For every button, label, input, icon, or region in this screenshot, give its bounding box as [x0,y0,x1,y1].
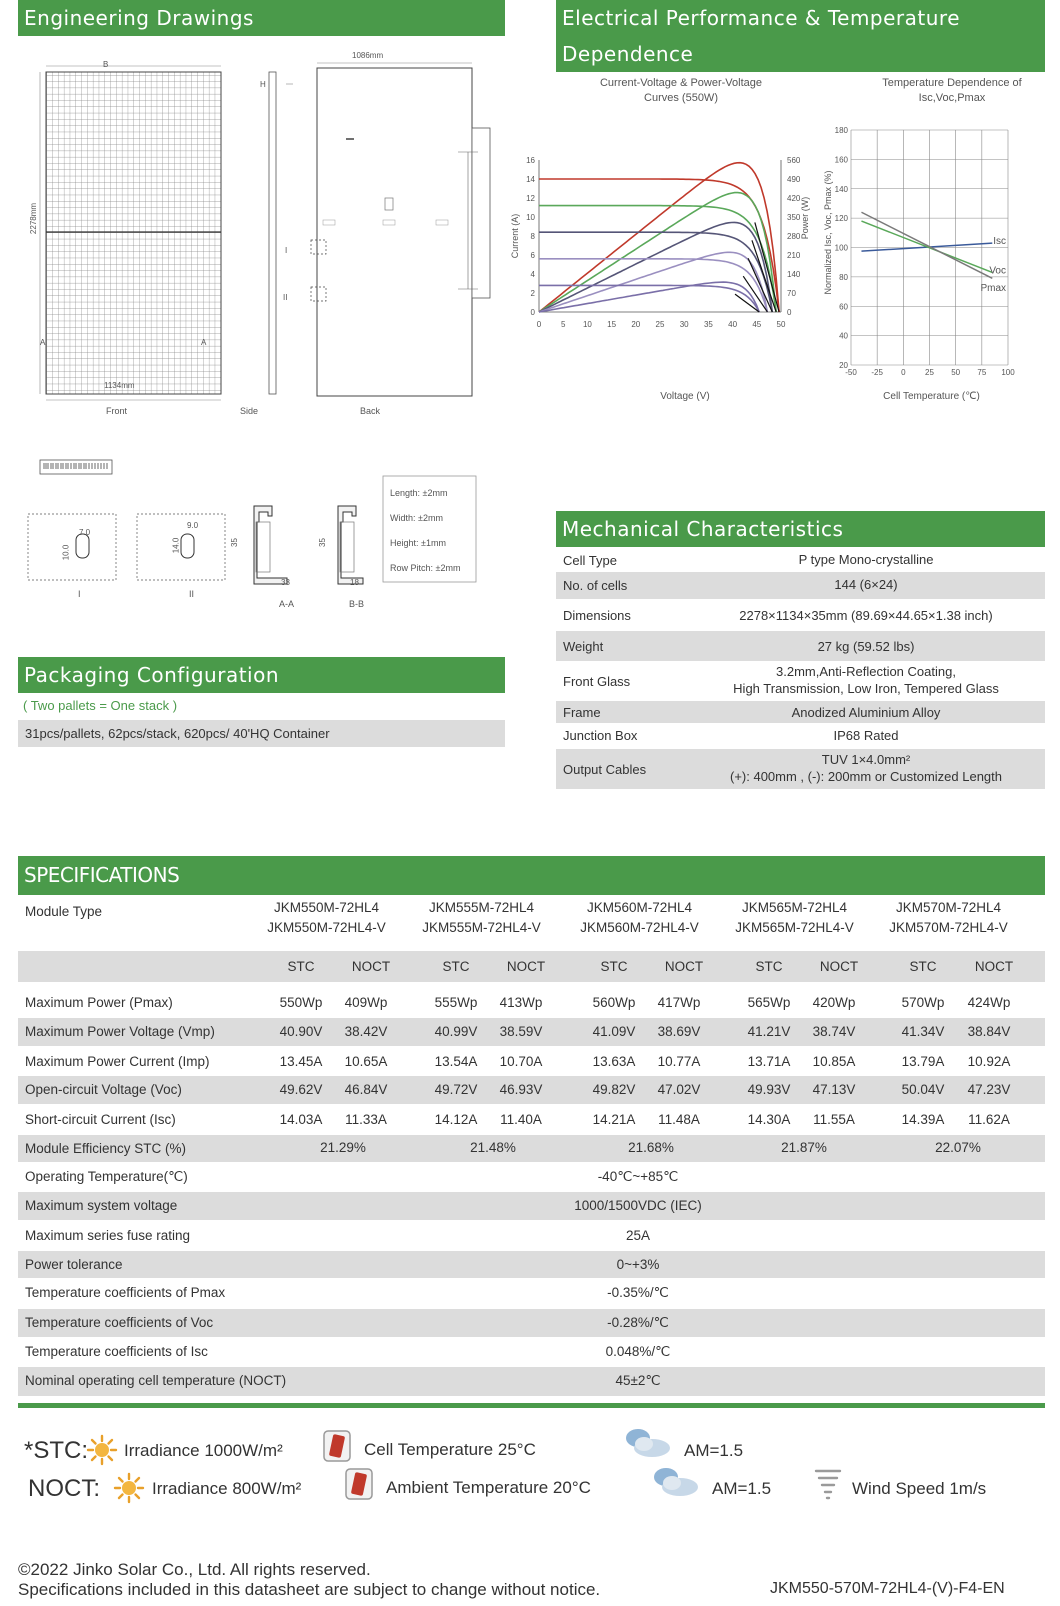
mech-row-output-cables [556,749,1045,789]
efficiency-value: 21.48% [470,1140,516,1155]
spec-value: 38.69V [657,1024,701,1039]
frame-dim-18: 18 [350,578,359,587]
front-width-dimension: 1134mm [104,381,135,390]
noct-header: NOCT [351,959,391,974]
temp-series-label: Isc [993,236,1006,248]
spec-row [18,989,1045,1017]
spec-value: 50.04V [901,1082,945,1097]
spec-row [18,1279,1045,1308]
back-i-marker: I [285,246,288,255]
mounting-hole-detail-i [28,514,116,580]
spec-value: 13.63A [592,1054,636,1069]
iv-x-label: Voltage (V) [660,391,710,402]
noct-header: NOCT [974,959,1014,974]
efficiency-label: Module Efficiency STC (%) [25,1141,187,1156]
spec-value: 41.09V [592,1024,636,1039]
noct-header: NOCT [819,959,859,974]
temp-y-tick: 20 [839,361,848,370]
temp-x-tick: -50 [845,368,857,377]
temp-x-label: Cell Temperature (℃) [883,391,980,402]
iv-y-tick: 2 [530,289,535,298]
mech-row-junction-box [556,724,1045,748]
spec-value: 49.93V [747,1082,791,1097]
spec-common-value: 0~+3% [616,1257,660,1272]
spec-value: 417Wp [657,995,701,1010]
spec-value: 420Wp [812,995,856,1010]
spec-common-value: 1000/1500VDC (IEC) [574,1198,702,1213]
efficiency-value: 22.07% [935,1140,981,1155]
mech-label: Dimensions [563,608,631,623]
spec-value: 11.48A [658,1112,700,1127]
spec-module-type-row [18,896,1045,944]
spec-row-label: Maximum Power (Pmax) [25,995,173,1010]
spec-value: 14.39A [901,1112,945,1127]
spec-common-value: -0.35%/℃ [607,1285,669,1300]
iv-x-tick: 25 [655,320,665,329]
noct-am: AM=1.5 [712,1479,772,1498]
spec-value: 38.42V [344,1024,388,1039]
tolerance-height: Height: ±1mm [390,538,446,548]
spec-value: 38.59V [499,1024,543,1039]
engineering-drawings-header: Engineering Drawings [18,0,505,36]
frame-section-bb [338,506,363,584]
spec-value: 40.90V [279,1024,323,1039]
iv-y2-tick: 560 [787,156,801,165]
hole-dim-70: 7.0 [79,528,91,537]
iv-x-tick: 35 [703,320,713,329]
side-h-marker: H [260,80,266,89]
model-name-4: JKM565M-72HL4 [741,900,848,915]
iv-x-tick: 20 [631,320,641,329]
spec-value: 424Wp [967,995,1011,1010]
iv-x-tick: 40 [728,320,738,329]
spec-efficiency-row [18,1135,1045,1162]
temp-y-label: Normalized Isc, Voc, Pmax (%) [823,170,833,295]
model-name-1: JKM550M-72HL4 [273,900,380,915]
model-name-2-v: JKM555M-72HL4-V [422,920,541,935]
iv-y-tick: 6 [530,251,535,260]
spec-value: 13.71A [747,1054,791,1069]
frame-section-aa [254,506,287,584]
front-view-drawing [40,66,221,400]
spec-row-label: Nominal operating cell temperature (NOCT) [25,1373,287,1388]
hole-dim-100: 10.0 [61,544,71,561]
frame-dim-35b: 35 [317,538,327,547]
spec-common-value: 0.048%/℃ [605,1344,671,1359]
spec-row [18,1163,1045,1191]
pv-curve [539,282,759,312]
thermometer-icon [322,1429,352,1463]
mech-row-cells [556,572,1045,599]
stc-conditions-label: *STC: [24,1437,89,1464]
efficiency-value: 21.68% [628,1140,674,1155]
mechanical-header: Mechanical Characteristics [556,511,1045,547]
stc-header: STC [442,959,470,974]
spec-row [18,1222,1045,1250]
packaging-value [18,720,505,747]
spec-row [18,1251,1045,1278]
hole-dim-140: 14.0 [171,537,181,554]
spec-value: 14.21A [592,1112,636,1127]
spec-row [18,1338,1045,1366]
mech-value: 2278×1134×35mm (89.69×44.65×1.38 inch) [739,608,993,623]
spec-row-label: Temperature coefficients of Voc [25,1315,214,1330]
efficiency-value: 21.29% [320,1140,366,1155]
temp-x-tick: 50 [951,368,961,377]
spec-row [18,1076,1045,1104]
model-name-5-v: JKM570M-72HL4-V [889,920,1008,935]
spec-value: 10.92A [967,1054,1011,1069]
spec-value: 40.99V [434,1024,478,1039]
spec-value: 560Wp [592,995,636,1010]
mech-value-line2: (+): 400mm , (-): 200mm or Customized Length [729,769,1002,784]
temperature-chart [818,120,1048,412]
spec-row-label: Power tolerance [25,1257,123,1272]
spec-value: 11.55A [813,1112,855,1127]
sun-icon [86,1434,118,1466]
iv-x-tick: 0 [536,320,542,329]
iv-y-tick: 8 [530,232,535,241]
tolerance-length: Length: ±2mm [390,488,448,498]
mech-label: No. of cells [563,578,628,593]
spec-common-value: 25A [625,1228,651,1243]
spec-value: 47.23V [967,1082,1011,1097]
module-type-label: Module Type [25,904,103,919]
thermometer-icon [344,1467,374,1501]
spec-value: 13.54A [434,1054,478,1069]
iv-y-tick: 14 [526,175,535,184]
nameplate-drawing [40,460,112,474]
iv-y2-tick: 210 [787,251,801,260]
tornado-icon [814,1467,842,1501]
stc-cell-temperature: Cell Temperature 25°C [364,1440,536,1459]
iv-y2-label: Power (W) [800,196,810,240]
mech-value: Anodized Aluminium Alloy [791,705,941,720]
iv-x-tick: 30 [679,320,689,329]
spec-row-label: Open-circuit Voltage (Voc) [25,1082,182,1097]
specifications-header: SPECIFICATIONS [18,856,1045,895]
mech-value: P type Mono-crystalline [798,552,934,567]
cloud-icon [650,1465,700,1499]
frame-dim-35a: 35 [229,538,239,547]
spec-value: 41.21V [747,1024,791,1039]
spec-row-label: Operating Temperature(℃) [25,1169,188,1184]
model-name-3-v: JKM560M-72HL4-V [580,920,699,935]
mech-row-cell-type [556,549,1045,571]
mech-label: Front Glass [563,674,631,689]
section-i-label: I [78,589,81,599]
spec-value: 10.65A [344,1054,388,1069]
spec-bottom-rule [18,1403,1045,1408]
spec-value: 570Wp [901,995,945,1010]
spec-value: 41.34V [901,1024,945,1039]
temp-y-tick: 160 [834,155,848,165]
spec-value: 47.02V [657,1082,701,1097]
spec-value: 38.84V [967,1024,1011,1039]
spec-row [18,1192,1045,1220]
noct-header: NOCT [664,959,704,974]
spec-stc-noct-row [18,951,1045,982]
spec-common-value: -40℃~+85℃ [597,1169,679,1184]
front-b-marker: B [103,60,109,69]
packaging-value-text: 31pcs/pallets, 62pcs/stack, 620pcs/ 40'HQ Container [25,726,330,741]
spec-value: 555Wp [434,995,478,1010]
iv-y-tick: 12 [526,194,535,203]
spec-value: 49.82V [592,1082,636,1097]
spec-row-label: Maximum series fuse rating [25,1228,191,1243]
packaging-note: ( Two pallets = One stack ) [23,698,178,713]
mech-row-weight [556,631,1045,661]
pv-curve [539,163,779,312]
sun-icon [113,1472,145,1504]
front-height-dimension: 2278mm [29,202,39,235]
spec-value: 14.12A [434,1112,478,1127]
iv-y-tick: 10 [526,213,535,222]
iv-y-tick: 4 [530,270,535,279]
mech-value: IP68 Rated [833,728,899,743]
noct-wind-speed: Wind Speed 1m/s [852,1479,987,1498]
spec-row-label: Maximum Power Current (Imp) [25,1054,210,1069]
temp-x-tick: 100 [1001,368,1015,377]
temp-x-tick: 75 [977,368,987,377]
mech-value: 3.2mm,Anti-Reflection Coating, [776,664,956,679]
temp-y-tick: 40 [839,331,848,341]
spec-value: 49.72V [434,1082,478,1097]
back-ii-marker: II [283,293,288,302]
spec-row [18,1048,1045,1076]
iv-y2-tick: 490 [787,175,801,184]
temp-y-tick: 180 [834,126,848,135]
front-a-marker-left: A [40,338,46,347]
model-name-4-v: JKM565M-72HL4-V [735,920,854,935]
spec-common-value: -0.28%/℃ [607,1315,669,1330]
stc-am: AM=1.5 [684,1441,744,1460]
spec-row-label: Temperature coefficients of Isc [25,1344,208,1359]
temp-y-tick: 100 [834,243,848,253]
spec-value: 13.79A [901,1054,945,1069]
temp-y-tick: 60 [839,302,848,312]
spec-value: 10.70A [499,1054,543,1069]
iv-x-tick: 10 [582,320,592,329]
tolerance-row-pitch: Row Pitch: ±2mm [390,563,461,573]
stc-irradiance: Irradiance 1000W/m² [124,1441,283,1460]
temp-series-label: Voc [989,265,1006,277]
mech-value: 27 kg (59.52 lbs) [817,639,915,654]
section-ii-label: II [189,589,195,599]
mech-row-dimensions [556,600,1045,630]
iv-x-tick: 45 [752,320,762,329]
pv-curve [539,252,767,312]
iv-y2-tick: 280 [787,232,801,241]
model-name-3: JKM560M-72HL4 [586,900,693,915]
spec-value: 10.77A [657,1054,701,1069]
spec-row-label: Short-circuit Current (Isc) [25,1112,176,1127]
spec-value: 565Wp [747,995,791,1010]
spec-value: 46.84V [344,1082,388,1097]
mech-label: Cell Type [563,553,617,568]
iv-y2-tick: 350 [787,213,801,222]
mech-row-front-glass [556,662,1045,700]
noct-header: NOCT [506,959,546,974]
noct-ambient-temperature: Ambient Temperature 20°C [386,1478,591,1497]
side-label: Side [240,406,259,416]
packaging-header: Packaging Configuration [18,657,505,693]
frame-dim-33: 33 [281,578,290,587]
spec-value: 14.30A [747,1112,791,1127]
spec-value: 11.40A [500,1112,542,1127]
stc-header: STC [909,959,937,974]
back-label: Back [360,406,381,416]
stc-header: STC [755,959,783,974]
section-bb-label: B-B [349,599,365,609]
iv-pv-chart [510,148,840,413]
spec-value: 11.33A [345,1112,387,1127]
spec-value: 11.62A [968,1112,1010,1127]
mech-label: Output Cables [563,762,647,777]
spec-value: 550Wp [279,995,323,1010]
iv-y-label: Current (A) [510,213,520,259]
front-label: Front [106,406,128,416]
iv-x-tick: 15 [607,320,617,329]
spec-row [18,1106,1045,1134]
footer-copyright: ©2022 Jinko Solar Co., Ltd. All rights reserved. [18,1560,371,1579]
stc-header: STC [287,959,315,974]
mech-label: Junction Box [563,728,638,743]
spec-row [18,1018,1045,1046]
temp-series-line [861,212,992,278]
spec-value: 46.93V [499,1082,543,1097]
spec-value: 49.62V [279,1082,323,1097]
spec-value: 14.03A [279,1112,323,1127]
mech-label: Frame [563,705,601,720]
mech-value: TUV 1×4.0mm² [821,752,911,767]
footer-doc-code: JKM550-570M-72HL4-(V)-F4-EN [770,1580,1005,1597]
model-name-5: JKM570M-72HL4 [895,900,1002,915]
temp-x-tick: 25 [925,368,934,377]
iv-y2-tick: 420 [787,194,801,203]
iv-y2-tick: 70 [787,289,796,298]
temp-series-line [861,221,992,272]
spec-common-value: 45±2℃ [615,1373,661,1388]
iv-curve [539,179,779,312]
stc-header: STC [600,959,628,974]
spec-value: 413Wp [499,995,543,1010]
mech-row-frame [556,701,1045,723]
iv-x-tick: 5 [560,320,566,329]
temp-x-tick: -25 [871,368,883,377]
side-view-drawing [269,72,293,394]
cloud-icon [622,1426,672,1460]
front-a-marker-right: A [201,338,207,347]
electrical-performance-header: Electrical Performance & Temperature Dependence [556,0,1045,72]
spec-value: 13.45A [279,1054,323,1069]
spec-row-label: Maximum Power Voltage (Vmp) [25,1024,215,1039]
section-aa-label: A-A [279,599,295,609]
back-view-drawing [311,63,490,396]
model-name-1-v: JKM550M-72HL4-V [267,920,386,935]
temp-x-tick: 0 [901,368,906,377]
hole-dim-90: 9.0 [187,521,199,530]
mech-label: Weight [563,639,604,654]
efficiency-value: 21.87% [781,1140,827,1155]
tolerance-width: Width: ±2mm [390,513,443,523]
temp-y-tick: 140 [834,184,848,194]
back-width-dimension: 1086mm [352,51,384,60]
iv-x-tick: 50 [776,320,786,329]
temp-y-tick: 80 [839,272,848,282]
iv-y2-tick: 140 [787,270,801,279]
model-name-2: JKM555M-72HL4 [428,900,535,915]
iv-chart-title: Current-Voltage & Power-Voltage Curves (550W) [599,77,763,104]
temp-series-label: Pmax [980,283,1006,295]
spec-row-label: Temperature coefficients of Pmax [25,1285,226,1300]
footer-notice: Specifications included in this datasheet are subject to change without notice. [18,1580,601,1599]
spec-value: 409Wp [344,995,388,1010]
spec-row-label: Maximum system voltage [25,1198,178,1213]
spec-value: 10.85A [812,1054,856,1069]
spec-row [18,1309,1045,1337]
spec-row [18,1367,1045,1396]
iv-y-tick: 0 [530,308,535,317]
mounting-hole-detail-ii [137,514,225,580]
spec-value: 47.13V [812,1082,856,1097]
noct-irradiance: Irradiance 800W/m² [152,1479,302,1498]
noct-conditions-label: NOCT: [28,1475,100,1502]
temp-y-tick: 120 [834,214,848,224]
iv-y-tick: 16 [526,156,535,165]
mech-value: 144 (6×24) [834,577,898,592]
iv-curve [539,285,759,312]
iv-y2-tick: 0 [787,308,792,317]
temp-chart-title: Temperature Dependence of Isc,Voc,Pmax [882,77,1022,104]
mech-value-line2: High Transmission, Low Iron, Tempered Glass [733,681,999,696]
spec-value: 38.74V [812,1024,856,1039]
